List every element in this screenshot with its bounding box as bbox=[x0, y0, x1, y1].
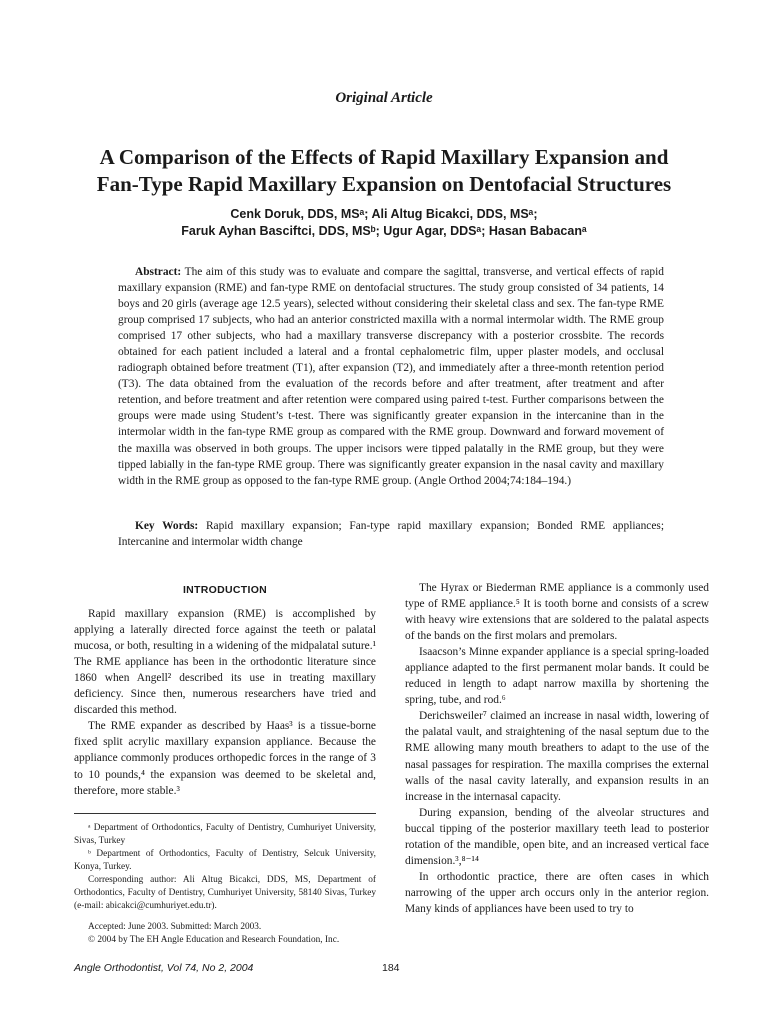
keywords bbox=[118, 518, 664, 550]
footnote-corresponding-author: Corresponding author: Ali Altug Bicakci, DDS, MS, Department of Orthodontics, Faculty of Dentistry, Cumhuriyet University, 58140 Sivas, Turkey (e-mail: abicakci@cumhuriyet.edu.tr). bbox=[74, 874, 376, 912]
keywords-text: Rapid maxillary expansion; Fan-type rapid maxillary expansion; Bonded RME appliances; Intercanine and intermolar width change bbox=[118, 520, 664, 548]
author-list bbox=[60, 206, 708, 240]
keywords-heading: Key Words: bbox=[135, 520, 199, 532]
left-column bbox=[74, 580, 376, 947]
body-paragraph: The Hyrax or Biederman RME appliance is a commonly used type of RME appliance.⁵ It is tooth borne and consists of a screw with heavy wire extensions that are soldered to the palatal aspects of the bands on the first molars and premolars. bbox=[405, 582, 709, 643]
footnote-dates: Accepted: June 2003. Submitted: March 2003. bbox=[88, 922, 262, 933]
body-paragraph: Rapid maxillary expansion (RME) is accomplished by applying a laterally directed force against the teeth or palatal mucosa, or both, resulting in a widening of the midpalatal suture.¹ The RME appliance has been in the orthodontic literature since 1860 when Angell² described its use in treating maxillary deficiency. Since then, numerous researchers have tried and discarded this method. bbox=[74, 608, 376, 717]
introduction-heading: INTRODUCTION bbox=[182, 584, 268, 596]
footnote-affiliation-b: ᵇ Department of Orthodontics, Faculty of Dentistry, Selcuk University, Konya, Turkey. bbox=[74, 848, 376, 872]
title-line-2: Fan-Type Rapid Maxillary Expansion on Dentofacial Structures bbox=[96, 172, 672, 196]
footnote-affiliation-a: ᵃ Department of Orthodontics, Faculty of Dentistry, Cumhuriyet University, Sivas, Turkey bbox=[74, 822, 376, 846]
article-title bbox=[40, 144, 728, 198]
authors-line-2: Faruk Ayhan Basciftci, DDS, MSᵇ; Ugur Agar, DDSᵃ; Hasan Babacanᵃ bbox=[181, 224, 587, 238]
abstract bbox=[118, 264, 664, 489]
body-paragraph: Derichsweiler⁷ claimed an increase in nasal width, lowering of the palatal vault, and straightening of the nasal septum due to the RME allowing many mouth breathers to adapt to the use of the nasal passages for respiration. The maxilla comprises the external walls of the nasal cavity laterally, and expansion results in an increase in the internasal capacity. bbox=[405, 710, 709, 803]
body-paragraph: During expansion, bending of the alveolar structures and buccal tipping of the posterior maxillary teeth lead to posterior rotation of the mandible, open bite, and an increased vertical face dimension.³,⁸⁻¹⁴ bbox=[405, 806, 709, 867]
right-column bbox=[405, 580, 709, 917]
title-line-1: A Comparison of the Effects of Rapid Maxillary Expansion and bbox=[99, 145, 669, 169]
footnote-divider bbox=[74, 813, 376, 814]
article-type-label: Original Article bbox=[335, 90, 433, 106]
body-paragraph: The RME expander as described by Haas³ is a tissue-borne fixed split acrylic maxillary expansion appliance. Because the appliance commonly produces orthopedic forces in the range of 3 to 10 pounds,⁴ the expansion was deemed to be skeletal and, therefore, more stable.³ bbox=[74, 720, 376, 797]
authors-line-1: Cenk Doruk, DDS, MSᵃ; Ali Altug Bicakci, DDS, MSᵃ; bbox=[230, 207, 538, 221]
abstract-heading: Abstract: bbox=[135, 266, 182, 278]
body-paragraph: Isaacson’s Minne expander appliance is a special spring-loaded appliance adapted to the first permanent molar bands. It could be reduced in length to adapt narrow maxilla by shortening the spring, tube, and rod.⁶ bbox=[405, 646, 709, 707]
body-paragraph: In orthodontic practice, there are often cases in which narrowing of the upper arch occurs only in the anterior region. Many kinds of appliances have been used to try to bbox=[405, 870, 709, 915]
footnote-copyright: © 2004 by The EH Angle Education and Research Foundation, Inc. bbox=[88, 935, 340, 946]
page-number: 184 bbox=[382, 962, 400, 974]
journal-citation-footer: Angle Orthodontist, Vol 74, No 2, 2004 bbox=[74, 962, 254, 974]
abstract-text: The aim of this study was to evaluate and compare the sagittal, transverse, and vertical effects of rapid maxillary expansion (RME) and fan-type RME on dentofacial structures. The study group consisted of 34 patients, 14 boys and 20 girls (average age 12.5 years), selected without considering their skeletal class and sex. The fan-type RME group comprised 17 subjects, who had an anterior constricted maxilla with a normal intermolar width. The RME group comprised 17 other subjects, who had a maxillary transverse discrepancy with a posterior crossbite. The records obtained for each patient included a lateral and a frontal cephalometric film, upper plaster models, and occlusal radiograph obtained before treatment (T1), after expansion (T2), and immediately after a three-month retention period (T3). The data obtained from the evaluation of the records before and after treatment, after treatment and after retention, and before treatment and after retention were compared using paired t-test. Further comparisons between the groups were made using Student’s t-test. There was significantly greater expansion in the intercanine than in the intermolar width in the fan-type RME group as compared with the RME group. Downward and forward movement of the maxilla was observed in both groups. The upper incisors were tipped palatally in the RME group, but they were tipped labially in the fan-type RME group. There was significantly greater expansion in the nasal cavity and maxillary width in the RME group as opposed to the fan-type RME group. (Angle Orthod 2004;74:184–194.) bbox=[118, 266, 664, 487]
